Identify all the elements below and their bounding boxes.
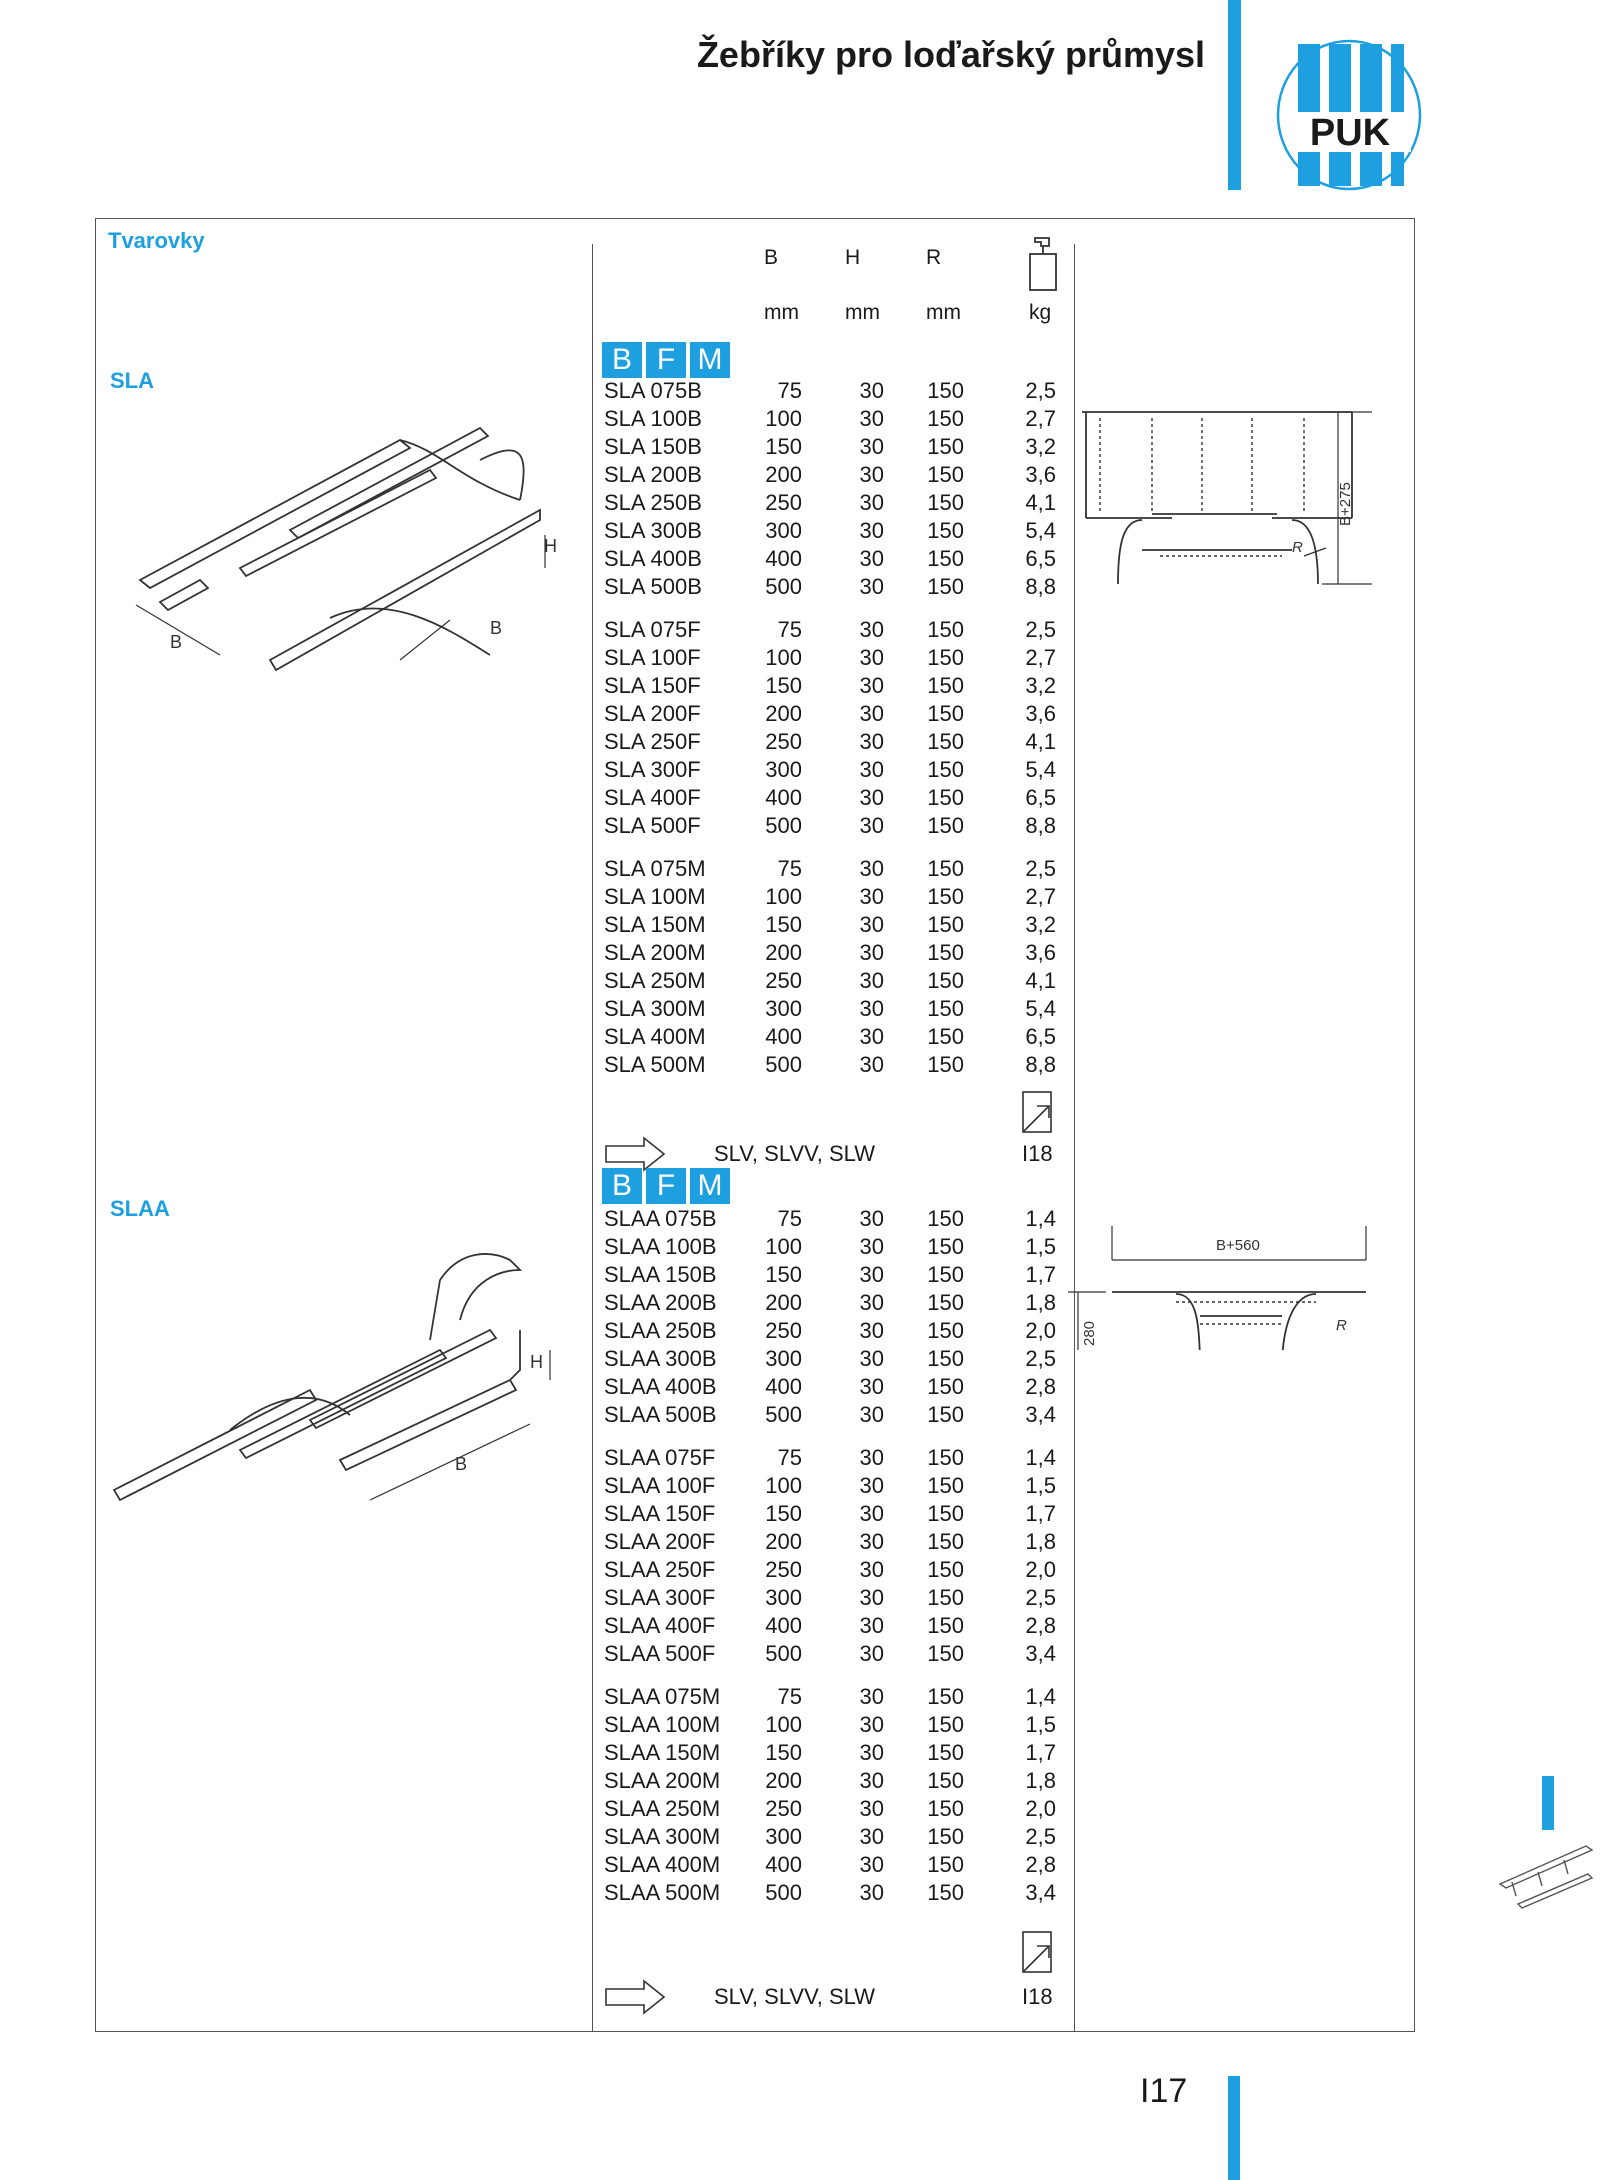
- radius-r: 150: [927, 701, 964, 726]
- radius-r: 150: [927, 996, 964, 1021]
- width-b: 75: [777, 1206, 802, 1231]
- weight-kg: 3,4: [1025, 1641, 1056, 1666]
- page-ref-icon-sla: [1015, 1090, 1055, 1136]
- weight-kg: 3,4: [1025, 1880, 1056, 1905]
- radius-r: 150: [927, 968, 964, 993]
- width-b: 300: [765, 1585, 802, 1610]
- product-code: SLA 100B: [604, 406, 702, 431]
- product-code: SLA 250B: [604, 490, 702, 515]
- weight-kg: 1,8: [1025, 1529, 1056, 1554]
- width-b: 300: [765, 1824, 802, 1849]
- weight-kg: 2,5: [1025, 1346, 1056, 1371]
- product-code: SLAA 300F: [604, 1585, 716, 1610]
- weight-kg: 3,2: [1025, 434, 1056, 459]
- col-unit-h: mm: [845, 301, 880, 324]
- weight-kg: 1,4: [1025, 1206, 1056, 1231]
- category-label: Tvarovky: [108, 228, 205, 253]
- height-h: 30: [859, 1768, 884, 1793]
- product-code: SLAA 100B: [604, 1234, 717, 1259]
- radius-r: 150: [927, 574, 964, 599]
- height-h: 30: [859, 785, 884, 810]
- weight-kg: 2,0: [1025, 1557, 1056, 1582]
- section-title-sla: SLA: [110, 368, 154, 393]
- height-h: 30: [859, 856, 884, 881]
- weight-kg: 8,8: [1025, 813, 1056, 838]
- product-code: SLA 075B: [604, 378, 702, 403]
- height-h: 30: [859, 884, 884, 909]
- weight-kg: 1,4: [1025, 1684, 1056, 1709]
- height-h: 30: [859, 406, 884, 431]
- product-code: SLA 300F: [604, 757, 701, 782]
- width-b: 250: [765, 729, 802, 754]
- radius-r: 150: [927, 434, 964, 459]
- height-h: 30: [859, 673, 884, 698]
- width-b: 75: [777, 617, 802, 642]
- weight-kg: 8,8: [1025, 574, 1056, 599]
- product-code: SLA 200F: [604, 701, 701, 726]
- radius-r: 150: [927, 1740, 964, 1765]
- radius-r: 150: [927, 617, 964, 642]
- radius-r: 150: [927, 1346, 964, 1371]
- radius-r: 150: [927, 406, 964, 431]
- height-h: 30: [859, 645, 884, 670]
- weight-kg: 2,5: [1025, 617, 1056, 642]
- weight-kg: 1,8: [1025, 1290, 1056, 1315]
- product-code: SLAA 150M: [604, 1740, 721, 1765]
- sla-label-h: H: [544, 536, 557, 556]
- weight-kg: 2,7: [1025, 645, 1056, 670]
- weight-kg: 2,8: [1025, 1613, 1056, 1638]
- radius-r: 150: [927, 1262, 964, 1287]
- width-b: 200: [765, 1768, 802, 1793]
- width-b: 200: [765, 701, 802, 726]
- height-h: 30: [859, 1024, 884, 1049]
- width-b: 75: [777, 1684, 802, 1709]
- weight-kg: 1,7: [1025, 1262, 1056, 1287]
- height-h: 30: [859, 1684, 884, 1709]
- weight-kg: 1,5: [1025, 1712, 1056, 1737]
- height-h: 30: [859, 1402, 884, 1427]
- radius-r: 150: [927, 1473, 964, 1498]
- radius-r: 150: [927, 1880, 964, 1905]
- weight-kg: 1,7: [1025, 1740, 1056, 1765]
- width-b: 100: [765, 1473, 802, 1498]
- width-b: 200: [765, 1529, 802, 1554]
- height-h: 30: [859, 1740, 884, 1765]
- radius-r: 150: [927, 1852, 964, 1877]
- radius-r: 150: [927, 1641, 964, 1666]
- weight-kg: 6,5: [1025, 1024, 1056, 1049]
- height-h: 30: [859, 729, 884, 754]
- product-code: SLAA 500B: [604, 1402, 717, 1427]
- weight-kg: 1,5: [1025, 1473, 1056, 1498]
- height-h: 30: [859, 1585, 884, 1610]
- height-h: 30: [859, 1262, 884, 1287]
- weight-kg: 2,5: [1025, 1824, 1056, 1849]
- slaa-label-height: 280: [1081, 1320, 1098, 1346]
- height-h: 30: [859, 912, 884, 937]
- slaa-isometric-drawing: [110, 1240, 580, 1520]
- radius-r: 150: [927, 884, 964, 909]
- product-code: SLAA 200M: [604, 1768, 721, 1793]
- col-head-r: R: [926, 246, 942, 269]
- product-code: SLA 300M: [604, 996, 706, 1021]
- product-code: SLAA 500F: [604, 1641, 716, 1666]
- width-b: 250: [765, 490, 802, 515]
- finish-code-m: M: [690, 1168, 730, 1204]
- slaa-label-r: R: [1336, 1317, 1347, 1334]
- width-b: 150: [765, 1262, 802, 1287]
- column-divider-right: [1074, 244, 1075, 2032]
- weight-kg: 5,4: [1025, 757, 1056, 782]
- height-h: 30: [859, 434, 884, 459]
- height-h: 30: [859, 1374, 884, 1399]
- radius-r: 150: [927, 518, 964, 543]
- page-ref-icon-slaa: [1015, 1930, 1055, 1976]
- col-head-h: H: [845, 246, 861, 269]
- height-h: 30: [859, 1445, 884, 1470]
- finish-code-f: F: [646, 342, 686, 378]
- width-b: 300: [765, 518, 802, 543]
- height-h: 30: [859, 701, 884, 726]
- width-b: 400: [765, 1613, 802, 1638]
- product-code: SLA 200M: [604, 940, 706, 965]
- slaa-plan-drawing: [1066, 1210, 1396, 1350]
- width-b: 200: [765, 1290, 802, 1315]
- width-b: 500: [765, 1880, 802, 1905]
- page-ref-slaa: I18: [1022, 1984, 1053, 2009]
- header-accent-bar: [1228, 0, 1241, 190]
- radius-r: 150: [927, 462, 964, 487]
- weight-kg: 2,0: [1025, 1318, 1056, 1343]
- radius-r: 150: [927, 1318, 964, 1343]
- height-h: 30: [859, 757, 884, 782]
- product-code: SLA 500B: [604, 574, 702, 599]
- product-code: SLAA 075M: [604, 1684, 721, 1709]
- radius-r: 150: [927, 1290, 964, 1315]
- height-h: 30: [859, 1557, 884, 1582]
- height-h: 30: [859, 940, 884, 965]
- section-title-slaa: SLAA: [110, 1196, 170, 1221]
- height-h: 30: [859, 1206, 884, 1231]
- width-b: 250: [765, 1557, 802, 1582]
- height-h: 30: [859, 1880, 884, 1905]
- height-h: 30: [859, 518, 884, 543]
- product-code: SLAA 300M: [604, 1824, 721, 1849]
- product-code: SLAA 250B: [604, 1318, 717, 1343]
- weight-kg: 2,7: [1025, 884, 1056, 909]
- width-b: 150: [765, 434, 802, 459]
- height-h: 30: [859, 574, 884, 599]
- sla-isometric-drawing: [100, 420, 580, 690]
- product-code: SLAA 150B: [604, 1262, 717, 1287]
- finish-code-f: F: [646, 1168, 686, 1204]
- radius-r: 150: [927, 645, 964, 670]
- weight-kg: 5,4: [1025, 996, 1056, 1021]
- radius-r: 150: [927, 785, 964, 810]
- radius-r: 150: [927, 1501, 964, 1526]
- product-code: SLA 500F: [604, 813, 701, 838]
- weight-kg: 2,5: [1025, 856, 1056, 881]
- weight-kg: 2,8: [1025, 1374, 1056, 1399]
- height-h: 30: [859, 813, 884, 838]
- product-code: SLA 400B: [604, 546, 702, 571]
- chapter-marker: [1542, 1776, 1554, 1830]
- height-h: 30: [859, 1290, 884, 1315]
- height-h: 30: [859, 1234, 884, 1259]
- radius-r: 150: [927, 1557, 964, 1582]
- width-b: 400: [765, 1852, 802, 1877]
- page-title: Žebříky pro loďařský průmysl: [696, 34, 1205, 75]
- arrow-icon-slaa: [604, 1977, 668, 2017]
- height-h: 30: [859, 1529, 884, 1554]
- height-h: 30: [859, 968, 884, 993]
- radius-r: 150: [927, 1585, 964, 1610]
- height-h: 30: [859, 490, 884, 515]
- width-b: 200: [765, 462, 802, 487]
- height-h: 30: [859, 546, 884, 571]
- radius-r: 150: [927, 1613, 964, 1638]
- weight-kg: 1,4: [1025, 1445, 1056, 1470]
- height-h: 30: [859, 1613, 884, 1638]
- radius-r: 150: [927, 546, 964, 571]
- product-code: SLA 250F: [604, 729, 701, 754]
- weight-kg: 2,0: [1025, 1796, 1056, 1821]
- width-b: 500: [765, 1052, 802, 1077]
- product-code: SLA 400F: [604, 785, 701, 810]
- width-b: 200: [765, 940, 802, 965]
- height-h: 30: [859, 1796, 884, 1821]
- radius-r: 150: [927, 1374, 964, 1399]
- weight-kg: 3,4: [1025, 1402, 1056, 1427]
- weight-kg: 2,5: [1025, 1585, 1056, 1610]
- product-code: SLA 400M: [604, 1024, 706, 1049]
- sla-label-dim: B+275: [1337, 482, 1354, 526]
- related-products-slaa: SLV, SLVV, SLW: [714, 1984, 876, 2009]
- slaa-label-b: B: [455, 1454, 468, 1474]
- radius-r: 150: [927, 1684, 964, 1709]
- height-h: 30: [859, 1052, 884, 1077]
- width-b: 500: [765, 1402, 802, 1427]
- slaa-label-dim: B+560: [1216, 1237, 1260, 1254]
- radius-r: 150: [927, 1234, 964, 1259]
- product-code: SLAA 250F: [604, 1557, 716, 1582]
- height-h: 30: [859, 462, 884, 487]
- weight-kg: 6,5: [1025, 785, 1056, 810]
- product-code: SLAA 250M: [604, 1796, 721, 1821]
- finish-code-b: B: [602, 342, 642, 378]
- width-b: 150: [765, 673, 802, 698]
- width-b: 300: [765, 757, 802, 782]
- col-unit-b: mm: [764, 301, 799, 324]
- radius-r: 150: [927, 1529, 964, 1554]
- height-h: 30: [859, 996, 884, 1021]
- product-code: SLAA 400B: [604, 1374, 717, 1399]
- col-head-b: B: [764, 246, 779, 269]
- radius-r: 150: [927, 729, 964, 754]
- weight-icon: [1027, 236, 1059, 292]
- height-h: 30: [859, 617, 884, 642]
- product-code: SLAA 400F: [604, 1613, 716, 1638]
- product-code: SLA 200B: [604, 462, 702, 487]
- weight-kg: 4,1: [1025, 968, 1056, 993]
- radius-r: 150: [927, 1796, 964, 1821]
- height-h: 30: [859, 1346, 884, 1371]
- sla-label-r: R: [1292, 539, 1303, 556]
- radius-r: 150: [927, 490, 964, 515]
- weight-kg: 1,7: [1025, 1501, 1056, 1526]
- weight-kg: 3,2: [1025, 673, 1056, 698]
- product-code: SLA 150B: [604, 434, 702, 459]
- width-b: 100: [765, 884, 802, 909]
- radius-r: 150: [927, 1824, 964, 1849]
- width-b: 100: [765, 406, 802, 431]
- product-code: SLAA 500M: [604, 1880, 721, 1905]
- width-b: 100: [765, 1234, 802, 1259]
- radius-r: 150: [927, 1052, 964, 1077]
- weight-kg: 1,5: [1025, 1234, 1056, 1259]
- radius-r: 150: [927, 673, 964, 698]
- finish-codes-slaa: [602, 1168, 730, 1204]
- weight-kg: 4,1: [1025, 490, 1056, 515]
- weight-kg: 2,5: [1025, 378, 1056, 403]
- radius-r: 150: [927, 1024, 964, 1049]
- related-products-sla: SLV, SLVV, SLW: [714, 1141, 876, 1166]
- ladder-thumbnail-icon: [1498, 1838, 1594, 1916]
- height-h: 30: [859, 1501, 884, 1526]
- product-code: SLAA 200B: [604, 1290, 717, 1315]
- radius-r: 150: [927, 856, 964, 881]
- width-b: 100: [765, 645, 802, 670]
- width-b: 250: [765, 968, 802, 993]
- width-b: 150: [765, 912, 802, 937]
- weight-kg: 5,4: [1025, 518, 1056, 543]
- width-b: 75: [777, 1445, 802, 1470]
- radius-r: 150: [927, 912, 964, 937]
- product-code: SLAA 100F: [604, 1473, 716, 1498]
- finish-code-b: B: [602, 1168, 642, 1204]
- weight-kg: 6,5: [1025, 546, 1056, 571]
- product-code: SLAA 100M: [604, 1712, 721, 1737]
- width-b: 300: [765, 1346, 802, 1371]
- weight-kg: 3,6: [1025, 462, 1056, 487]
- width-b: 500: [765, 574, 802, 599]
- finish-code-m: M: [690, 342, 730, 378]
- radius-r: 150: [927, 1402, 964, 1427]
- width-b: 400: [765, 1024, 802, 1049]
- logo-text: PUK: [1309, 112, 1391, 154]
- col-unit-kg: kg: [1029, 301, 1052, 324]
- radius-r: 150: [927, 378, 964, 403]
- product-code: SLAA 400M: [604, 1852, 721, 1877]
- height-h: 30: [859, 1641, 884, 1666]
- weight-kg: 2,7: [1025, 406, 1056, 431]
- col-unit-r: mm: [926, 301, 961, 324]
- height-h: 30: [859, 1473, 884, 1498]
- product-code: SLAA 200F: [604, 1529, 716, 1554]
- radius-r: 150: [927, 1445, 964, 1470]
- product-code: SLA 250M: [604, 968, 706, 993]
- width-b: 500: [765, 1641, 802, 1666]
- radius-r: 150: [927, 813, 964, 838]
- product-code: SLA 500M: [604, 1052, 706, 1077]
- width-b: 75: [777, 856, 802, 881]
- radius-r: 150: [927, 940, 964, 965]
- weight-kg: 2,8: [1025, 1852, 1056, 1877]
- product-code: SLAA 075F: [604, 1445, 716, 1470]
- width-b: 75: [777, 378, 802, 403]
- sla-label-b2: B: [490, 618, 503, 638]
- footer-accent-bar: [1228, 2076, 1240, 2180]
- height-h: 30: [859, 1318, 884, 1343]
- width-b: 400: [765, 785, 802, 810]
- finish-codes-sla: [602, 342, 730, 378]
- radius-r: 150: [927, 757, 964, 782]
- product-code: SLAA 075B: [604, 1206, 717, 1231]
- product-code: SLA 075M: [604, 856, 706, 881]
- radius-r: 150: [927, 1206, 964, 1231]
- width-b: 400: [765, 546, 802, 571]
- weight-kg: 3,6: [1025, 701, 1056, 726]
- height-h: 30: [859, 1852, 884, 1877]
- weight-kg: 3,2: [1025, 912, 1056, 937]
- weight-kg: 3,6: [1025, 940, 1056, 965]
- width-b: 300: [765, 996, 802, 1021]
- product-code: SLA 100M: [604, 884, 706, 909]
- product-code: SLA 150M: [604, 912, 706, 937]
- product-code: SLA 100F: [604, 645, 701, 670]
- height-h: 30: [859, 1824, 884, 1849]
- product-code: SLAA 300B: [604, 1346, 717, 1371]
- column-divider-left: [592, 244, 593, 2032]
- height-h: 30: [859, 378, 884, 403]
- puk-logo: [1275, 38, 1423, 192]
- width-b: 150: [765, 1501, 802, 1526]
- width-b: 100: [765, 1712, 802, 1737]
- width-b: 400: [765, 1374, 802, 1399]
- sla-label-b: B: [170, 632, 183, 652]
- product-code: SLA 075F: [604, 617, 701, 642]
- width-b: 500: [765, 813, 802, 838]
- width-b: 150: [765, 1740, 802, 1765]
- radius-r: 150: [927, 1712, 964, 1737]
- page-ref-sla: I18: [1022, 1141, 1053, 1166]
- weight-kg: 8,8: [1025, 1052, 1056, 1077]
- weight-kg: 1,8: [1025, 1768, 1056, 1793]
- slaa-label-h: H: [530, 1352, 543, 1372]
- product-code: SLA 150F: [604, 673, 701, 698]
- radius-r: 150: [927, 1768, 964, 1793]
- product-code: SLA 300B: [604, 518, 702, 543]
- height-h: 30: [859, 1712, 884, 1737]
- weight-kg: 4,1: [1025, 729, 1056, 754]
- sla-plan-drawing: [1082, 408, 1378, 596]
- width-b: 250: [765, 1796, 802, 1821]
- page-number: I17: [1140, 2072, 1188, 2110]
- width-b: 250: [765, 1318, 802, 1343]
- product-code: SLAA 150F: [604, 1501, 716, 1526]
